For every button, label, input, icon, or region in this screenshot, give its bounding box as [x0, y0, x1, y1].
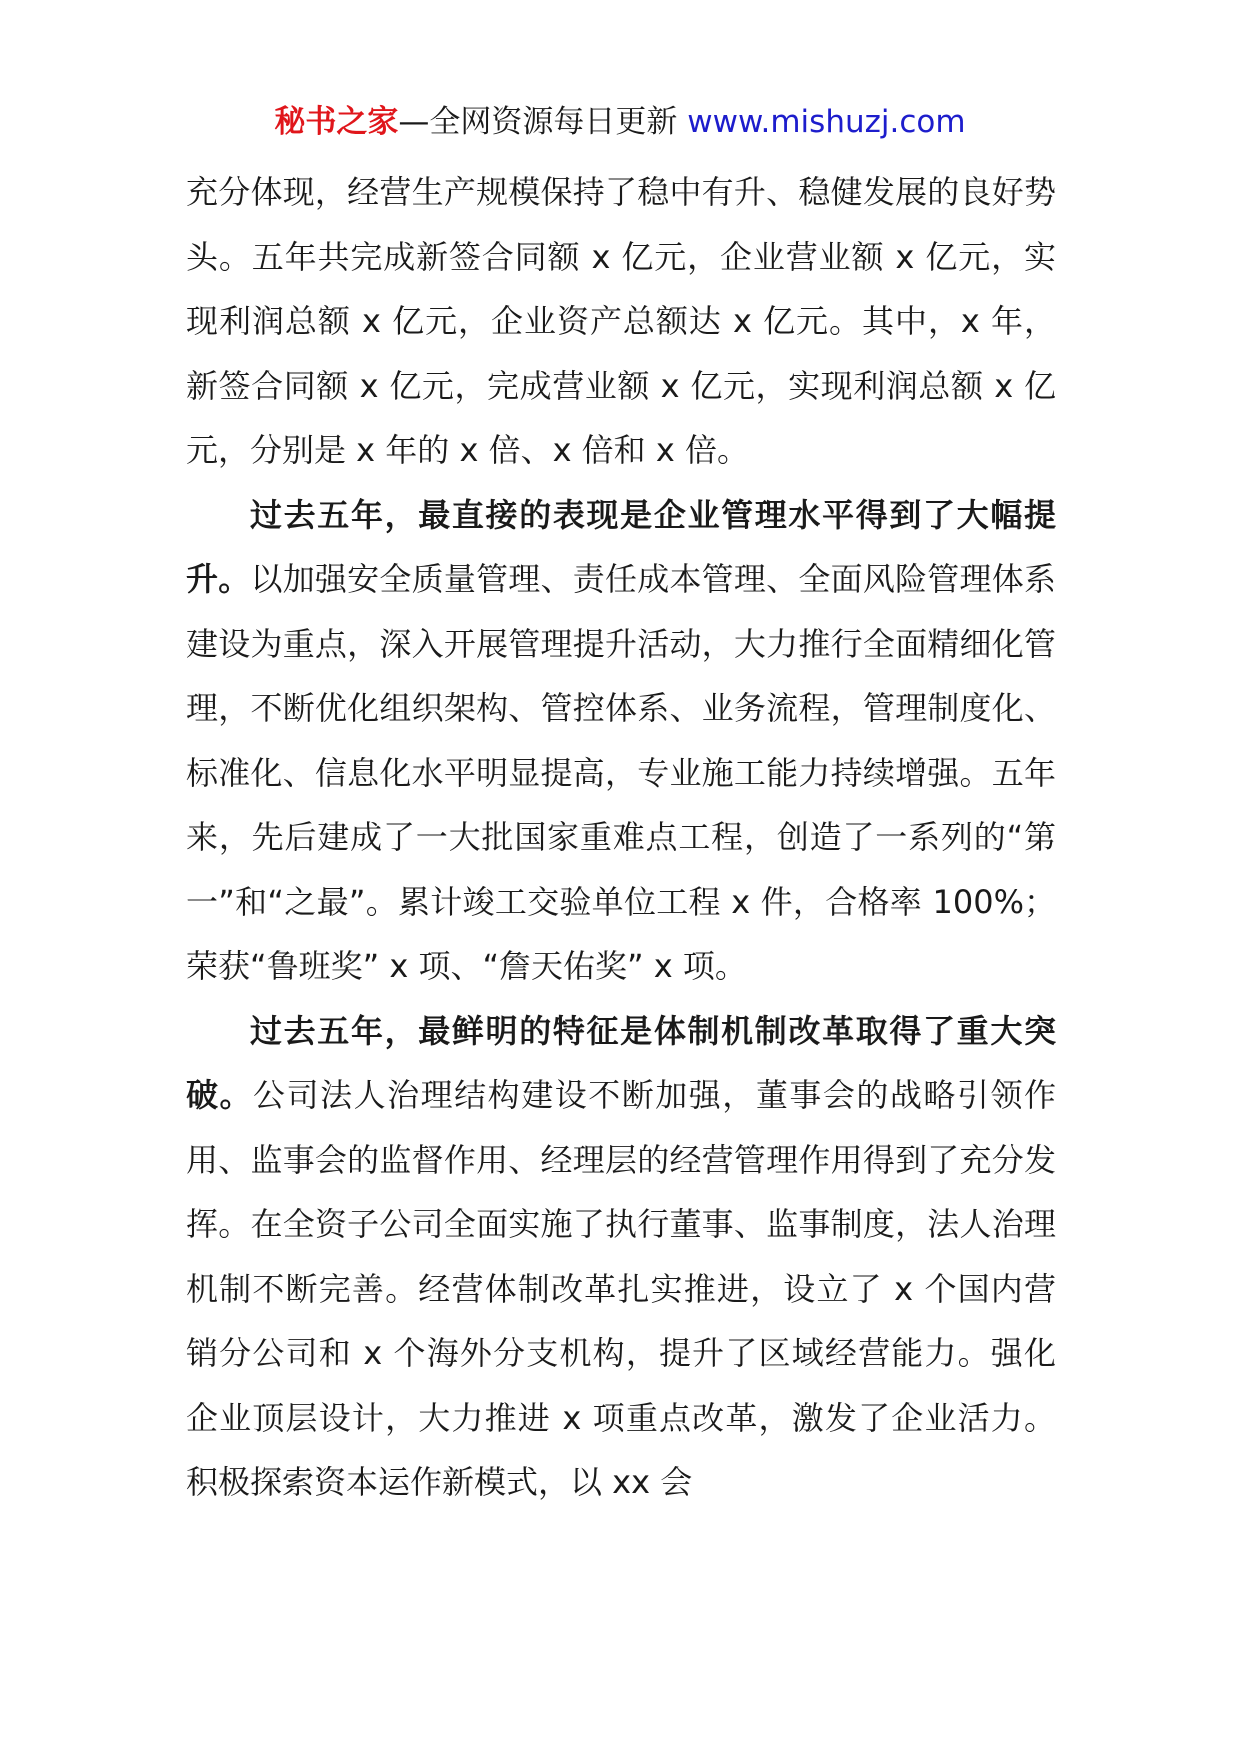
header-tagline: —全网资源每日更新	[398, 104, 678, 140]
website-link[interactable]: www.mishuzj.com	[687, 104, 966, 140]
document-body	[186, 160, 1056, 1515]
paragraph-text: 以加强安全质量管理、责任成本管理、全面风险管理体系建设为重点，深入开展管理提升活动，大力推行全面精细化管理，不断优化组织架构、管控体系、业务流程，管理制度化、标准化、信息化水平明显提高，专业施工能力持续增强。五年来，先后建成了一大批国家重难点工程，创造了一系列的“第一”和“之最”。累计竣工交验单位工程 x 件，合格率 100%；荣获“鲁班奖” x 项、“詹天佑奖” x 项。	[186, 560, 1056, 985]
paragraph-text: 充分体现，经营生产规模保持了稳中有升、稳健发展的良好势头。五年共完成新签合同额 x 亿元，企业营业额 x 亿元，实现利润总额 x 亿元，企业资产总额达 x 亿元。其中，x 年，新签合同额 x 亿元，完成营业额 x 亿元，实现利润总额 x 亿元，分别是 x 年的 x 倍、x 倍和 x 倍。	[186, 173, 1056, 469]
paragraph-2	[186, 483, 1056, 999]
paragraph-3	[186, 999, 1056, 1515]
paragraph-lead: 过去五年，最鲜明的特征是体制机制改革取得了重大突破。	[186, 1011, 1056, 1114]
paragraph-text: 公司法人治理结构建设不断加强，董事会的战略引领作用、监事会的监督作用、经理层的经营管理作用得到了充分发挥。在全资子公司全面实施了执行董事、监事制度，法人治理机制不断完善。经营体制改革扎实推进，设立了 x 个国内营销分公司和 x 个海外分支机构，提升了区域经营能力。强化企业顶层设计，大力推进 x 项重点改革，激发了企业活力。积极探索资本运作新模式，以 xx 会	[186, 1076, 1056, 1501]
paragraph-lead: 过去五年，最直接的表现是企业管理水平得到了大幅提升。	[186, 495, 1056, 598]
paragraph-1	[186, 160, 1056, 483]
brand-name: 秘书之家	[274, 104, 399, 140]
site-header	[0, 100, 1240, 144]
